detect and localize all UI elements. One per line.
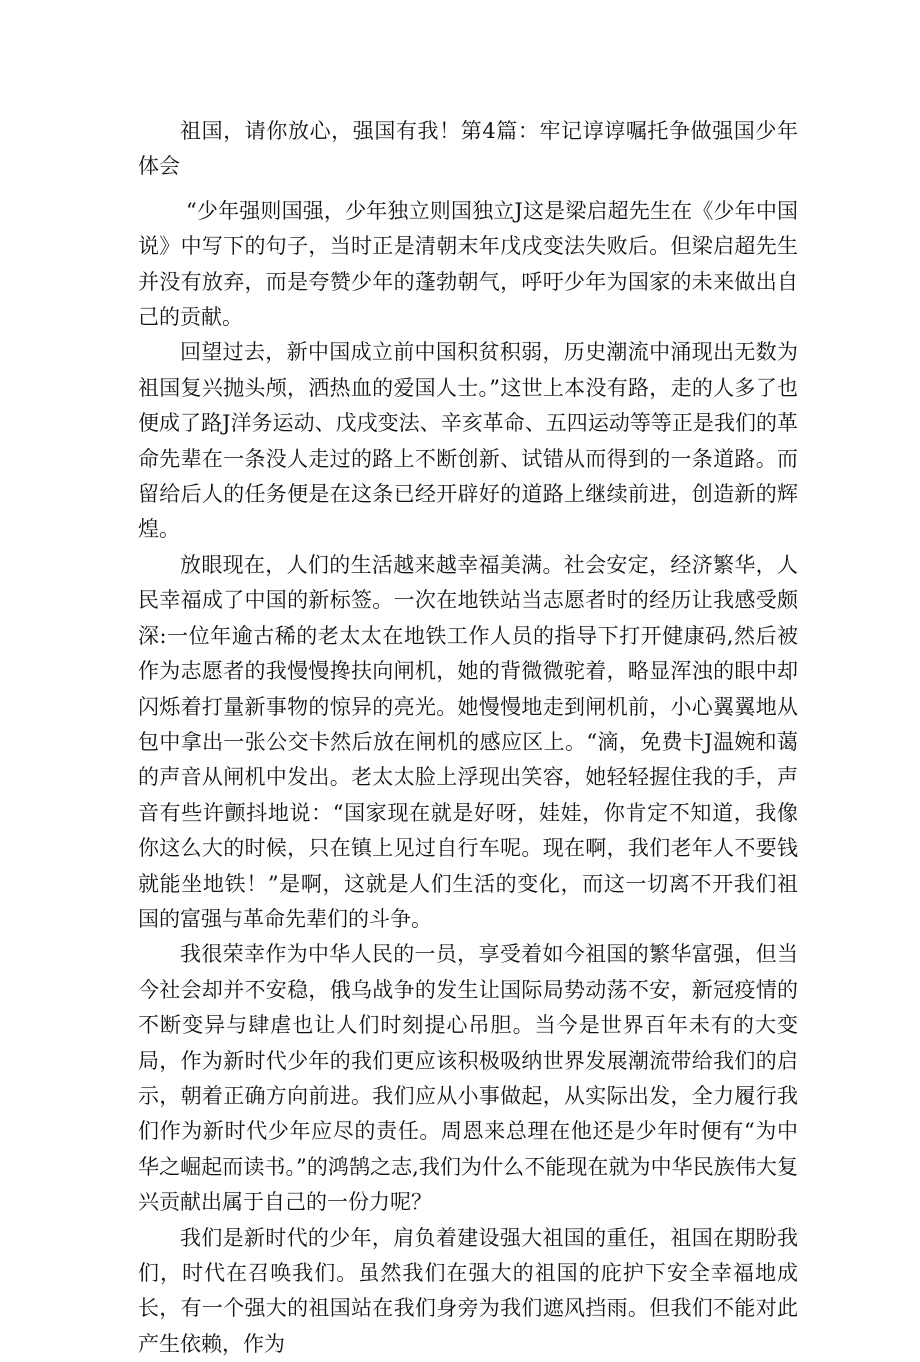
body-paragraph: 我们是新时代的少年，肩负着建设强大祖国的重任，祖国在期盼我们，时代在召唤我们。虽然我们在强大的祖国的庇护下安全幸福地成长，有一个强大的祖国站在我们身旁为我们遮风挡雨。但我们不能对此产生依赖，作为	[138, 1225, 798, 1356]
body-paragraph: 回望过去，新中国成立前中国积贫积弱，历史潮流中涌现出无数为祖国复兴抛头颅，洒热血的爱国人士。”这世上本没有路，走的人多了也便成了路J洋务运动、戊戌变法、辛亥革命、五四运动等等正是我们的革命先辈在一条没人走过的路上不断创新、试错从而得到的一条道路。而留给后人的任务便是在这条已经开辟好的道路上继续前进，创造新的辉煌。	[138, 340, 798, 542]
document-page	[138, 114, 798, 1362]
body-paragraph: 放眼现在，人们的生活越来越幸福美满。社会安定，经济繁华，人民幸福成了中国的新标签。一次在地铁站当志愿者时的经历让我感受颇深:一位年逾古稀的老太太在地铁工作人员的指导下打开健康码,然后被作为志愿者的我慢慢搀扶向闸机，她的背微微驼着，略显浑浊的眼中却闪烁着打量新事物的惊异的亮光。她慢慢地走到闸机前，小心翼翼地从包中拿出一张公交卡然后放在闸机的感应区上。“滴，免费卡J温婉和蔼的声音从闸机中发出。老太太脸上浮现出笑容，她轻轻握住我的手，声音有些许颤抖地说：“国家现在就是好呀，娃娃，你肯定不知道，我像你这么大的时候，只在镇上见过自行车呢。现在啊，我们老年人不要钱就能坐地铁！”是啊，这就是人们生活的变化，而这一切离不开我们祖国的富强与革命先辈们的斗争。	[138, 552, 798, 931]
body-paragraph: 我很荣幸作为中华人民的一员，享受着如今祖国的繁华富强，但当今社会却并不安稳，俄乌战争的发生让国际局势动荡不安，新冠疫情的不断变异与肆虐也让人们时刻提心吊胆。当今是世界百年未有的大变局，作为新时代少年的我们更应该积极吸纳世界发展潮流带给我们的启示，朝着正确方向前进。我们应从小事做起，从实际出发，全力履行我们作为新时代少年应尽的责任。周恩来总理在他还是少年时便有“为中华之崛起而读书。”的鸿鹄之志,我们为什么不能现在就为中华民族伟大复兴贡献出属于自己的一份力呢？	[138, 942, 798, 1215]
title-paragraph: 祖国，请你放心，强国有我！第4篇：牢记谆谆嘱托争做强国少年体会	[138, 119, 798, 179]
body-paragraph: “少年强则国强，少年独立则国独立J这是梁启超先生在《少年中国说》中写下的句子，当时正是清朝末年戊戌变法失败后。但梁启超先生并没有放弃，而是夸赞少年的蓬勃朝气，呼吁少年为国家的未来做出自己的贡献。	[138, 198, 798, 330]
